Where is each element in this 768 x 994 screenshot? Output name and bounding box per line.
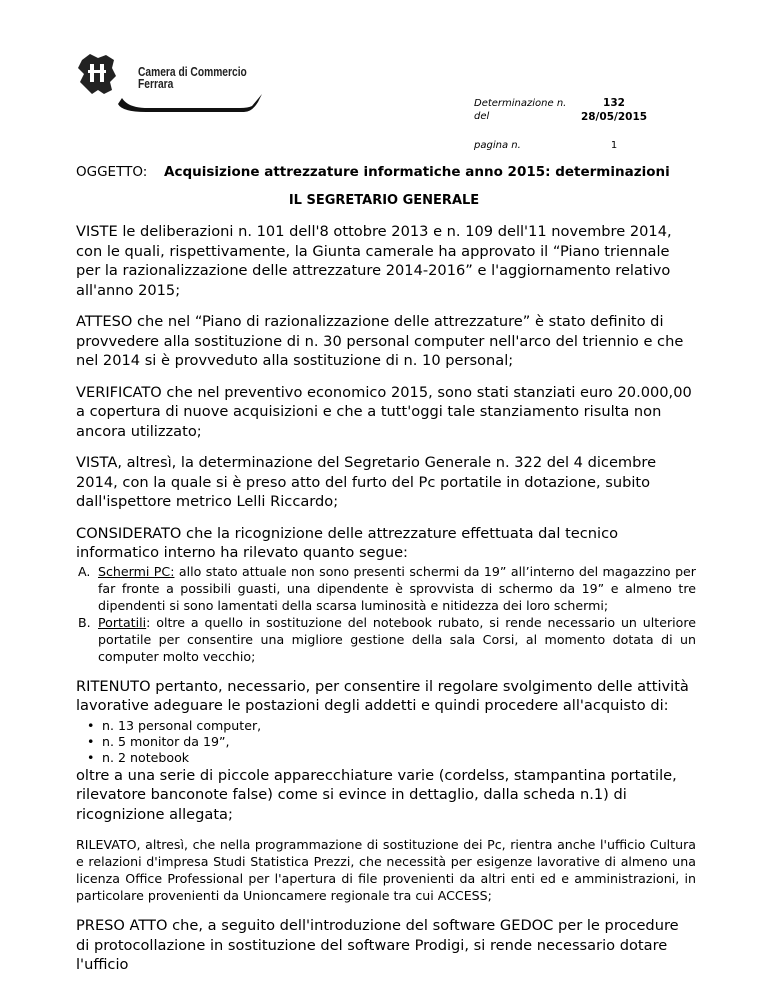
determinazione-value: 132	[603, 97, 625, 109]
list-item	[76, 750, 696, 766]
list-item-text: allo stato attuale non sono presenti schermi da 19” all’interno del magazzino per far fronte a possibili guasti, una dipendente è sprovvista di schermo da 19” e almeno tre dipendenti si sono lamentati della scarsa luminosità e nitidezza dei loro schermi;	[98, 563, 696, 613]
paragraph-considerato: CONSIDERATO che la ricognizione delle attrezzature effettuata dal tecnico informatico interno ha rilevato quanto segue:	[76, 524, 619, 561]
pagina-value: 1	[610, 140, 618, 151]
list-item-title: Schermi PC:	[98, 563, 175, 579]
org-name-line2: Ferrara	[138, 77, 174, 91]
alpha-list	[76, 563, 696, 665]
del-label: del	[474, 111, 490, 122]
bullet-text: n. 13 personal computer,	[102, 717, 262, 733]
bullet-icon: •	[87, 733, 95, 749]
bullet-text: n. 5 monitor da 19”,	[102, 733, 230, 749]
list-marker: B.	[78, 614, 91, 630]
org-name-line1: Camera di Commercio	[138, 65, 247, 79]
list-item	[76, 734, 696, 750]
paragraph-ritenuto: RITENUTO pertanto, necessario, per consentire il regolare svolgimento delle attività lavorative adeguare le postazioni degli addetti e quindi procedere all'acquisto di:	[76, 677, 689, 714]
paragraph-oltre: oltre a una serie di piccole apparecchiature varie (cordelss, stampantina portatile, rilevatore banconote false) come si evince in dettaglio, dalla scheda n.1) di ricognizione allegata;	[76, 766, 677, 823]
paragraph-atteso: ATTESO che nel “Piano di razionalizzazione delle attrezzature” è stato definito di provvedere alla sostituzione di n. 30 personal computer nell'arco del triennio e che nel 2014 si è provveduto alla sostituzione di n. 10 personal;	[76, 313, 684, 369]
bullet-icon: •	[87, 717, 95, 733]
list-item-text: : oltre a quello in sostituzione del notebook rubato, si rende necessario un ulteriore portatile per consentire una migliore gestione della sala Corsi, al momento dotata di un computer molto vecchio;	[98, 614, 696, 664]
list-item	[78, 614, 696, 665]
bullet-list	[76, 718, 696, 766]
paragraph-preso: PRESO ATTO che, a seguito dell'introduzione del software GEDOC per le procedure di protocollazione in sostituzione del software Prodigi, si rende necessario dotare l'ufficio	[76, 917, 679, 973]
list-marker: A.	[78, 563, 91, 579]
list-item	[78, 563, 696, 614]
oggetto-text: Acquisizione attrezzature informatiche anno 2015: determinazioni	[164, 164, 670, 180]
paragraph-rilevato: RILEVATO, altresì, che nella programmazione di sostituzione dei Pc, rientra anche l'ufficio Cultura e relazioni d'impresa Studi Statistica Prezzi, che necessità per esigenze lavorative di almeno una licenza Office Professional per l'apertura di file provenienti da altri enti ed e amministrazioni, in particolare provenienti da Unioncamere regionale tra cui ACCESS;	[76, 837, 696, 903]
pagina-label: pagina n.	[474, 140, 521, 151]
document-body	[76, 222, 696, 987]
oggetto-label: OGGETTO:	[76, 164, 148, 180]
list-item-title: Portatili	[98, 614, 147, 630]
org-name	[138, 66, 247, 90]
section-heading: IL SEGRETARIO GENERALE	[288, 193, 480, 208]
paragraph-vista: VISTA, altresì, la determinazione del Segretario Generale n. 322 del 4 dicembre 2014, con la quale si è preso atto del furto del Pc portatile in dotazione, subito dall'ispettore metrico Lelli Riccardo;	[76, 454, 657, 510]
bullet-icon: •	[87, 749, 95, 765]
determinazione-label: Determinazione n.	[474, 98, 567, 109]
bullet-text: n. 2 notebook	[102, 749, 190, 765]
del-value: 28/05/2015	[580, 111, 648, 123]
paragraph-viste: VISTE le deliberazioni n. 101 dell'8 ottobre 2013 e n. 109 dell'11 novembre 2014, con le quali, rispettivamente, la Giunta camerale ha approvato il “Piano triennale per la razionalizzazione delle attrezzature 2014-2016” e l'aggiornamento relativo all'anno 2015;	[76, 223, 672, 299]
paragraph-verificato: VERIFICATO che nel preventivo economico 2015, sono stati stanziati euro 20.000,00 a copertura di nuove acquisizioni e che a tutt'oggi tale stanziamento risulta non ancora utilizzato;	[76, 383, 692, 440]
list-item	[76, 718, 696, 734]
